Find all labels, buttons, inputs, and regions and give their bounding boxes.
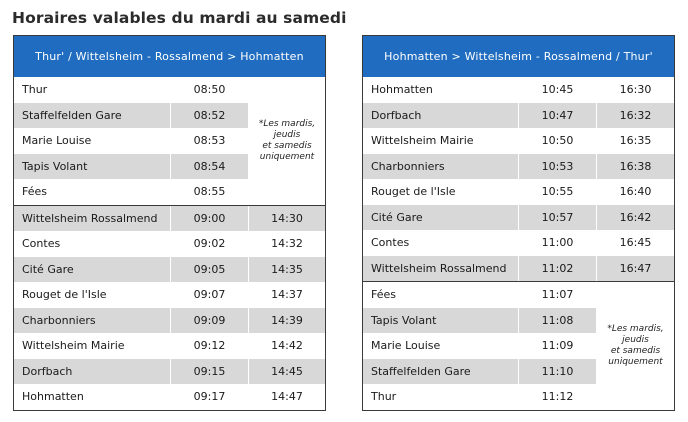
departure-time: 08:53 bbox=[170, 128, 248, 154]
departure-time: 11:00 bbox=[518, 230, 596, 256]
table-row bbox=[363, 128, 674, 154]
table-body bbox=[14, 77, 325, 410]
departure-time: 16:32 bbox=[596, 103, 674, 129]
table-row bbox=[363, 154, 674, 180]
table-row bbox=[363, 230, 674, 256]
departure-time: 09:09 bbox=[170, 308, 248, 334]
table-row bbox=[14, 384, 325, 410]
table-body bbox=[363, 77, 674, 410]
stop-name: Cité Gare bbox=[371, 210, 423, 224]
departure-time: 08:55 bbox=[170, 179, 248, 205]
departure-time: 09:02 bbox=[170, 231, 248, 257]
timetable-outbound bbox=[13, 35, 326, 411]
departure-time: 16:38 bbox=[596, 154, 674, 180]
table-row bbox=[363, 205, 674, 231]
page-title: Horaires valables du mardi au samedi bbox=[12, 9, 347, 27]
footnote-text: *Les mardis, jeudis et samedis uniquement bbox=[607, 323, 664, 367]
departure-time: 11:02 bbox=[518, 256, 596, 282]
departure-time: 10:50 bbox=[518, 128, 596, 154]
table-row bbox=[14, 282, 325, 308]
departure-time: 09:05 bbox=[170, 257, 248, 283]
stop-name: Cité Gare bbox=[22, 262, 74, 276]
departure-time: 09:15 bbox=[170, 359, 248, 385]
stop-name: Fées bbox=[22, 185, 47, 199]
departure-time: 14:45 bbox=[248, 359, 325, 385]
stop-name: Contes bbox=[371, 236, 410, 250]
departure-time: 08:54 bbox=[170, 154, 248, 180]
departure-time: 09:07 bbox=[170, 282, 248, 308]
departure-time: 14:39 bbox=[248, 308, 325, 334]
departure-time: 08:52 bbox=[170, 103, 248, 129]
stop-name: Wittelsheim Rossalmend bbox=[371, 261, 507, 275]
table-row bbox=[14, 205, 325, 232]
table-row bbox=[14, 359, 325, 385]
departure-time: 10:47 bbox=[518, 103, 596, 129]
departure-time: 11:10 bbox=[518, 359, 596, 385]
footnote bbox=[249, 77, 325, 205]
departure-time: 11:12 bbox=[518, 384, 596, 410]
stop-name: Hohmatten bbox=[22, 390, 84, 404]
table-row bbox=[14, 308, 325, 334]
stop-name: Rouget de l'Isle bbox=[371, 185, 456, 199]
stop-name: Dorfbach bbox=[371, 108, 422, 122]
departure-time: 11:08 bbox=[518, 308, 596, 334]
timetable-return bbox=[362, 35, 675, 411]
table-header: Hohmatten > Wittelsheim - Rossalmend / Thur' bbox=[363, 36, 674, 77]
table-row bbox=[363, 103, 674, 129]
departure-time: 16:40 bbox=[596, 179, 674, 205]
stop-name: Tapis Volant bbox=[371, 313, 437, 327]
departure-time: 14:42 bbox=[248, 333, 325, 359]
departure-time: 16:47 bbox=[596, 256, 674, 282]
stop-name: Thur bbox=[371, 390, 397, 404]
stop-name: Dorfbach bbox=[22, 364, 73, 378]
departure-time: 16:30 bbox=[596, 77, 674, 103]
departure-time: 11:09 bbox=[518, 333, 596, 359]
table-row bbox=[14, 333, 325, 359]
departure-time: 10:53 bbox=[518, 154, 596, 180]
stop-name: Wittelsheim Mairie bbox=[22, 339, 125, 353]
departure-time: 14:47 bbox=[248, 384, 325, 410]
departure-time: 14:32 bbox=[248, 231, 325, 257]
departure-time: 09:00 bbox=[170, 206, 248, 232]
stop-name: Staffelfelden Gare bbox=[22, 108, 122, 122]
departure-time: 14:30 bbox=[248, 206, 325, 232]
footnote bbox=[597, 282, 674, 409]
departure-time: 16:35 bbox=[596, 128, 674, 154]
departure-time: 10:55 bbox=[518, 179, 596, 205]
departure-time: 16:45 bbox=[596, 230, 674, 256]
footnote-text: *Les mardis, jeudis et samedis uniquement bbox=[258, 119, 316, 162]
departure-time: 14:37 bbox=[248, 282, 325, 308]
table-row bbox=[363, 256, 674, 282]
stop-name: Charbonniers bbox=[22, 313, 96, 327]
stop-name: Marie Louise bbox=[371, 339, 441, 353]
stop-name: Rouget de l'Isle bbox=[22, 288, 107, 302]
stop-name: Fées bbox=[371, 288, 396, 302]
departure-time: 09:17 bbox=[170, 384, 248, 410]
departure-time: 10:45 bbox=[518, 77, 596, 103]
stop-name: Marie Louise bbox=[22, 134, 92, 148]
departure-time: 10:57 bbox=[518, 205, 596, 231]
departure-time: 11:07 bbox=[518, 282, 596, 308]
stop-name: Staffelfelden Gare bbox=[371, 364, 471, 378]
stop-name: Wittelsheim Mairie bbox=[371, 134, 474, 148]
stop-name: Contes bbox=[22, 237, 61, 251]
departure-time: 09:12 bbox=[170, 333, 248, 359]
table-row bbox=[363, 77, 674, 103]
table-header: Thur' / Wittelsheim - Rossalmend > Hohmatten bbox=[14, 36, 325, 77]
departure-time: 16:42 bbox=[596, 205, 674, 231]
departure-time: 08:50 bbox=[170, 77, 248, 103]
table-row bbox=[363, 179, 674, 205]
stop-name: Wittelsheim Rossalmend bbox=[22, 211, 158, 225]
departure-time: 14:35 bbox=[248, 257, 325, 283]
stop-name: Charbonniers bbox=[371, 159, 445, 173]
stop-name: Thur bbox=[22, 83, 48, 97]
table-row bbox=[14, 257, 325, 283]
stop-name: Hohmatten bbox=[371, 83, 433, 97]
stop-name: Tapis Volant bbox=[22, 159, 88, 173]
table-row bbox=[14, 231, 325, 257]
